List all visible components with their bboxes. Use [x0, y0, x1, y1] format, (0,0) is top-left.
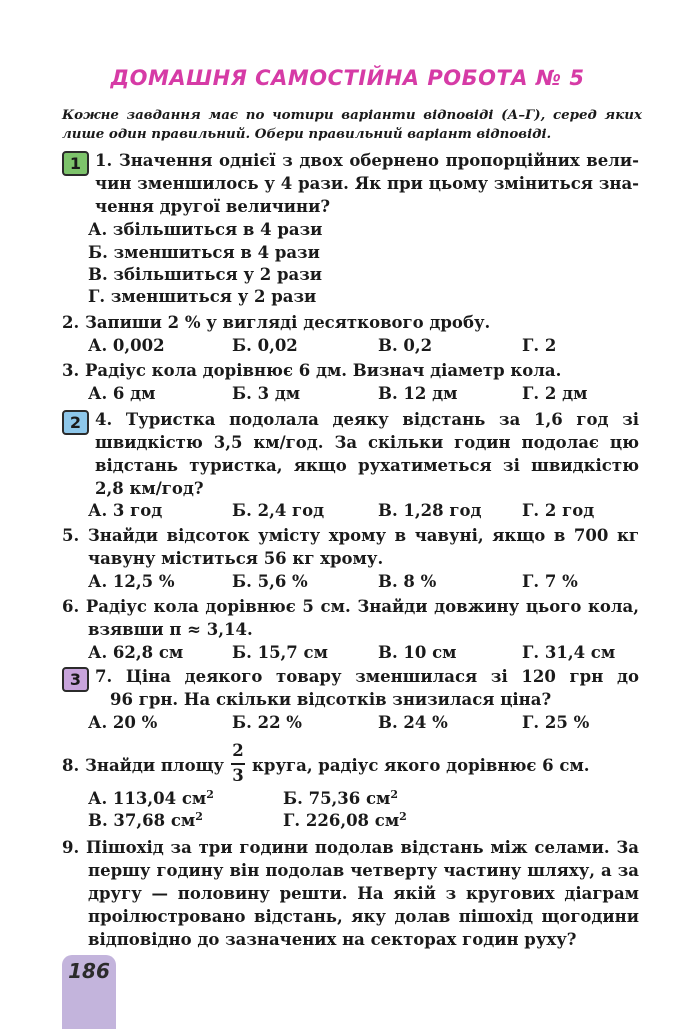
q4-line-2: швидкістю 3,5 км/год. За скільки годин подолає цю [95, 433, 639, 452]
q1-option-c: В. збільшиться у 2 рази [88, 265, 322, 284]
q2-option-a: А. 0,002 [88, 336, 165, 355]
q1-option-d: Г. зменшиться у 2 рази [88, 287, 317, 306]
q1-option-a: А. збільшиться в 4 рази [88, 220, 323, 239]
level-3-badge: 3 [62, 667, 89, 692]
page-number: 186 [68, 959, 110, 983]
q3-text: 3. Радіус кола дорівнює 6 дм. Визнач діаметр кола. [62, 361, 562, 380]
q4-line-3: відстань туристка, якщо рухатиметься зі швидкістю [95, 456, 639, 475]
q6-option-b: Б. 15,7 см [232, 643, 328, 662]
q6-line-2: взявши π ≈ 3,14. [88, 620, 253, 639]
q3-option-b: Б. 3 дм [232, 384, 301, 403]
q4-line-4: 2,8 км/год? [95, 479, 204, 498]
q4-option-b: Б. 2,4 год [232, 501, 325, 520]
q7-line-2: 96 грн. На скільки відсотків знизилася ціна? [110, 690, 552, 709]
q6-option-c: В. 10 см [378, 643, 457, 662]
q2-option-b: Б. 0,02 [232, 336, 298, 355]
q8-fraction-denominator: 3 [232, 766, 244, 785]
q8-fraction-numerator: 2 [232, 741, 244, 760]
q6-line-1: 6. Радіус кола дорівнює 5 см. Знайди довжину цього кола, [62, 597, 639, 616]
q3-option-c: В. 12 дм [378, 384, 458, 403]
q7-option-d: Г. 25 % [522, 713, 590, 732]
q1-line-2: чин зменшилось у 4 рази. Як при цьому зміниться зна- [95, 174, 639, 193]
q5-option-c: В. 8 % [378, 572, 437, 591]
q4-line-1: 4. Туристка подолала деяку відстань за 1,6 год зі [95, 410, 639, 429]
q8-option-d: Г. 226,08 $см^2$ [283, 810, 407, 830]
q7-line-1: 7. Ціна деякого товару зменшилася зі 120 грн до [95, 667, 639, 686]
q8-fraction-bar [231, 763, 245, 765]
q2-option-c: В. 0,2 [378, 336, 433, 355]
q1-line-3: чення другої величини? [95, 197, 331, 216]
page-title: ДОМАШНЯ САМОСТІЙНА РОБОТА № 5 [110, 66, 585, 90]
q9-line-1: 9. Пішохід за три години подолав відстань між селами. За [62, 838, 639, 857]
q2-option-d: Г. 2 [522, 336, 557, 355]
q6-option-a: А. 62,8 см [88, 643, 184, 662]
q8-option-a: А. 113,04 $см^2$ [88, 788, 214, 808]
instructions: Кожне завдання має по чотири варіанти відповіді (А–Г), серед яких лише один правильний. Обери правильний варіант відповіді. [62, 107, 642, 142]
q5-option-a: А. 12,5 % [88, 572, 175, 591]
q1-line-1: 1. Значення однієї з двох обернено пропорційних вели- [95, 151, 639, 170]
q8-option-c: В. 37,68 $см^2$ [88, 810, 203, 830]
level-1-badge: 1 [62, 151, 89, 176]
q8-text-after: круга, радіус якого дорівнює 6 см. [252, 756, 590, 775]
q9-line-5: відповідно до зазначених на секторах годин руху? [88, 930, 577, 949]
q4-option-c: В. 1,28 год [378, 501, 482, 520]
q4-option-d: Г. 2 год [522, 501, 595, 520]
q1-option-b: Б. зменшиться в 4 рази [88, 243, 320, 262]
q7-option-b: Б. 22 % [232, 713, 302, 732]
page-number-tab [62, 955, 116, 1029]
q9-line-2: першу годину він подолав четверту частину шляху, а за [88, 861, 639, 880]
q2-text: 2. Запиши 2 % у вигляді десяткового дробу. [62, 313, 491, 332]
q5-option-d: Г. 7 % [522, 572, 578, 591]
q7-option-a: А. 20 % [88, 713, 158, 732]
q3-option-d: Г. 2 дм [522, 384, 588, 403]
q3-option-a: А. 6 дм [88, 384, 156, 403]
q8-option-b: Б. 75,36 $см^2$ [283, 788, 399, 808]
q9-line-4: проілюстровано відстань, яку долав пішохід щогодини [88, 907, 639, 926]
level-2-badge: 2 [62, 410, 89, 435]
q6-option-d: Г. 31,4 см [522, 643, 616, 662]
q7-option-c: В. 24 % [378, 713, 448, 732]
q4-option-a: А. 3 год [88, 501, 163, 520]
q8-text-before: 8. Знайди площу [62, 756, 224, 775]
q9-line-3: другу — половину решти. На якій з кругових діаграм [88, 884, 639, 903]
q5-line-1: 5. Знайди відсоток умісту хрому в чавуні, якщо в 700 кг [62, 526, 639, 545]
q5-line-2: чавуну міститься 56 кг хрому. [88, 549, 384, 568]
q5-option-b: Б. 5,6 % [232, 572, 308, 591]
